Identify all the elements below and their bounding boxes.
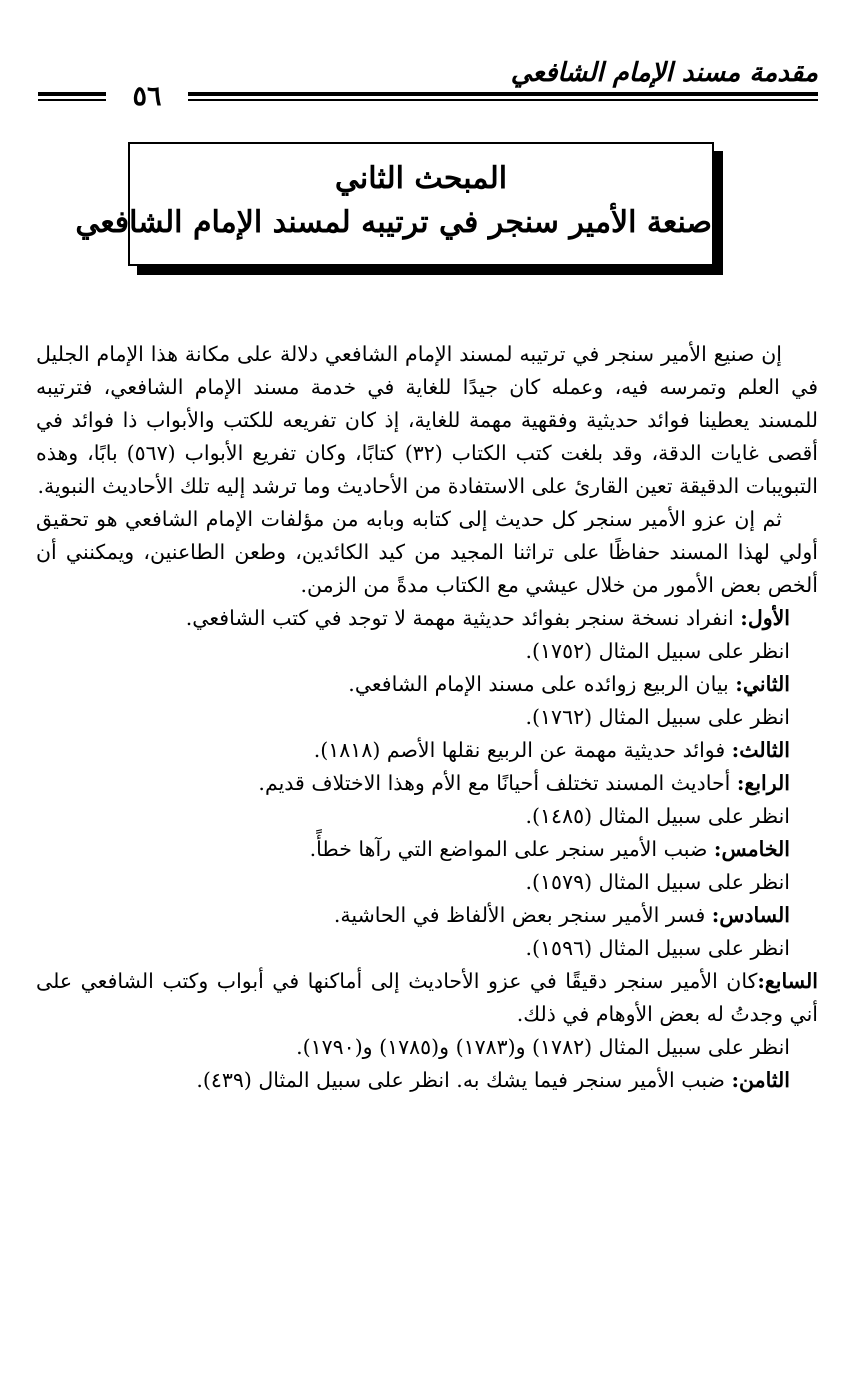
list-item-text: بيان الربيع زوائده على مسند الإمام الشافعي. <box>348 672 736 696</box>
list-item <box>36 833 818 866</box>
list-item <box>36 1064 818 1097</box>
list-item-text: فوائد حديثية مهمة عن الربيع نقلها الأصم (١٨١٨). <box>313 738 732 762</box>
running-header-title: مقدمة مسند الإمام الشافعي <box>510 58 818 88</box>
paragraph: إن صنيع الأمير سنجر في ترتيبه لمسند الإمام الشافعي دلالة على مكانة هذا الإمام الجليل في العلم وتمرسه فيه، وعمله كان جيدًا للغاية في خدمة مسند الإمام الشافعي، فترتيبه للمسند يعطينا فوائد حديثية وفقهية مهمة للغاية، إذ كان تفريعه للكتب والأبواب ذا فوائد في أقصى غايات الدقة، وقد بلغت كتب الكتاب (٣٢) كتابًا، وكان تفريع الأبواب (٥٦٧) بابًا، وهذه التبويبات الدقيقة تعين القارئ على الاستفادة من الأحاديث وما ترشد إليه تلك الأحاديث النبوية. <box>36 342 819 498</box>
list-item <box>36 734 818 767</box>
body-text <box>36 338 818 1097</box>
list-item-label: السادس: <box>711 903 790 927</box>
list-item-text: ضبب الأمير سنجر على المواضع التي رآها خطأً. <box>309 837 714 861</box>
list-item <box>36 965 818 1031</box>
list-item-note: انظر على سبيل المثال (١٧٦٢). <box>525 705 790 729</box>
list-item-text: كان الأمير سنجر دقيقًا في عزو الأحاديث إلى أماكنها في أبواب وكتب الشافعي على أني وجدتُ له بعض الأوهام في ذلك. <box>36 969 818 1026</box>
list-item-label: الثاني: <box>735 672 790 696</box>
section-heading-box <box>75 142 714 266</box>
list-item <box>36 602 818 635</box>
section-subtitle: صنعة الأمير سنجر في ترتيبه لمسند الإمام الشافعي <box>75 205 712 240</box>
list-item-text: أحاديث المسند تختلف أحيانًا مع الأم وهذا الاختلاف قديم. <box>258 771 737 795</box>
list-item-text: فسر الأمير سنجر بعض الألفاظ في الحاشية. <box>333 903 712 927</box>
list-item-label: الأول: <box>740 606 790 630</box>
list-item <box>36 899 818 932</box>
list-item-note: انظر على سبيل المثال (١٤٨٥). <box>525 804 790 828</box>
list-item-label: الخامس: <box>713 837 790 861</box>
list-item-label: الرابع: <box>736 771 790 795</box>
list-item <box>36 668 818 701</box>
list-item-label: الثالث: <box>731 738 790 762</box>
section-title: المبحث الثاني <box>334 161 508 196</box>
list-item-note: انظر على سبيل المثال (١٧٥٢). <box>525 639 790 663</box>
list-item-note: انظر على سبيل المثال (١٥٧٩). <box>525 870 790 894</box>
list-item-text: ضبب الأمير سنجر فيما يشك به. انظر على سبيل المثال (٤٣٩). <box>196 1068 732 1092</box>
list-item-note: انظر على سبيل المثال (١٥٩٦). <box>525 936 790 960</box>
list-item-label: السابع: <box>757 969 818 993</box>
page-number: ٥٦ <box>106 82 188 112</box>
list-item-text: انفراد نسخة سنجر بفوائد حديثية مهمة لا توجد في كتب الشافعي. <box>185 606 741 630</box>
list-item <box>36 767 818 800</box>
paragraph: ثم إن عزو الأمير سنجر كل حديث إلى كتابه وبابه من مؤلفات الإمام الشافعي هو تحقيق أولي لهذا المسند حفاظًا على تراثنا المجيد من كيد الكائدين، وطعن الطاعنين، ويمكنني أن ألخص بعض الأمور من خلال عيشي مع الكتاب مدةً من الزمن. <box>36 507 818 597</box>
list-item-note: انظر على سبيل المثال (١٧٨٢) و(١٧٨٣) و(١٧٨٥) و(١٧٩٠). <box>296 1035 790 1059</box>
list-item-label: الثامن: <box>731 1068 790 1092</box>
